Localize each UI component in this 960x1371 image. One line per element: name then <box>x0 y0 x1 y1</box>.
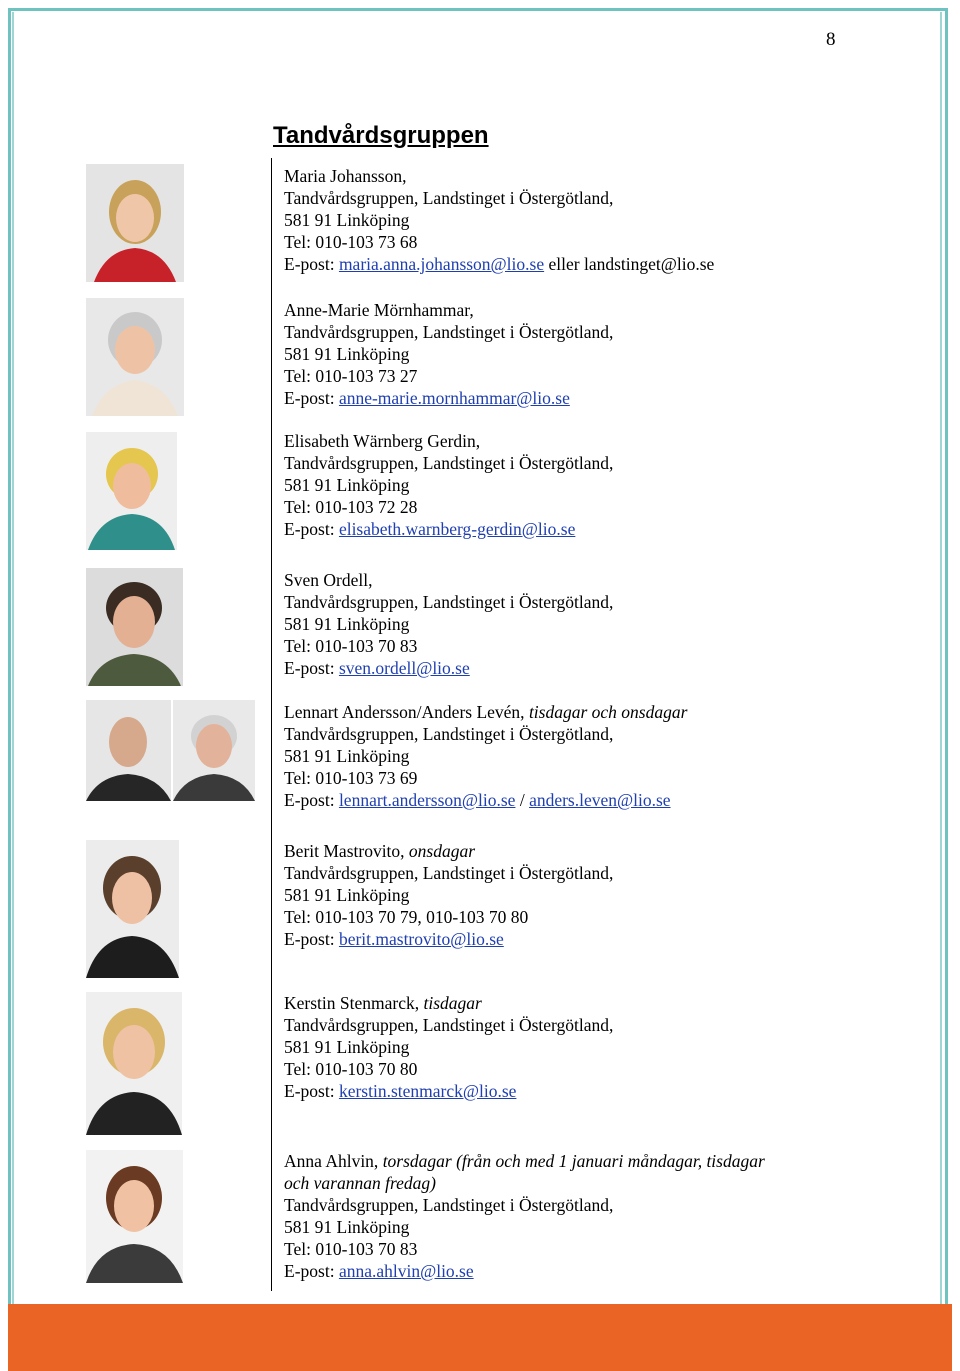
contact-name: Anna Ahlvin, <box>284 1151 383 1171</box>
contact-schedule: tisdagar <box>423 993 482 1013</box>
email-link[interactable]: anna.ahlvin@lio.se <box>338 1261 474 1281</box>
contact-entry <box>284 701 687 811</box>
email-label: E-post: <box>284 929 339 949</box>
email-separator: / <box>515 790 530 810</box>
contact-tel: Tel: 010-103 73 27 <box>284 366 418 386</box>
email-link-secondary[interactable]: anders.leven@lio.se <box>529 790 671 810</box>
contact-name-line <box>284 701 687 723</box>
contact-name: Elisabeth Wärnberg Gerdin, <box>284 431 481 451</box>
contact-org: Tandvårdsgruppen, Landstinget i Östergötland, <box>284 322 614 342</box>
contact-entry <box>284 992 613 1102</box>
email-label: E-post: <box>284 658 339 678</box>
contact-entry <box>284 840 613 950</box>
email-label: E-post: <box>284 790 339 810</box>
contact-city: 581 91 Linköping <box>284 1217 410 1237</box>
contact-email-line <box>284 518 613 540</box>
email-link[interactable]: maria.anna.johansson@lio.se <box>338 254 545 274</box>
contact-tel: Tel: 010-103 70 83 <box>284 636 418 656</box>
contact-name: Berit Mastrovito, <box>284 841 409 861</box>
contact-city: 581 91 Linköping <box>284 746 410 766</box>
contact-city: 581 91 Linköping <box>284 210 410 230</box>
contact-name-line <box>284 1150 765 1172</box>
contact-email-line <box>284 253 714 275</box>
email-label: E-post: <box>284 254 339 274</box>
contact-email-line <box>284 657 613 679</box>
contact-city: 581 91 Linköping <box>284 1037 410 1057</box>
contact-city: 581 91 Linköping <box>284 344 410 364</box>
email-secondary: landstinget@lio.se <box>583 254 715 274</box>
contact-org: Tandvårdsgruppen, Landstinget i Östergötland, <box>284 1015 614 1035</box>
contact-schedule-continued <box>284 1172 765 1194</box>
contact-name: Kerstin Stenmarck, <box>284 993 424 1013</box>
email-label: E-post: <box>284 1081 339 1101</box>
vertical-divider <box>271 158 272 1291</box>
section-heading: Tandvårdsgruppen <box>273 122 489 149</box>
portrait-photo <box>86 164 184 282</box>
email-label: E-post: <box>284 519 339 539</box>
contact-tel: Tel: 010-103 70 80 <box>284 1059 418 1079</box>
email-link[interactable]: kerstin.stenmarck@lio.se <box>338 1081 517 1101</box>
contact-city: 581 91 Linköping <box>284 475 410 495</box>
email-link[interactable]: sven.ordell@lio.se <box>338 658 470 678</box>
contact-entry <box>284 569 613 679</box>
portrait-photo <box>86 298 184 416</box>
contact-email-line <box>284 387 613 409</box>
footer-bar <box>8 1304 952 1371</box>
contact-org: Tandvårdsgruppen, Landstinget i Östergötland, <box>284 863 614 883</box>
email-link[interactable]: berit.mastrovito@lio.se <box>338 929 504 949</box>
email-separator: eller <box>544 254 584 274</box>
contact-name-line <box>284 840 613 862</box>
contact-name: Anne-Marie Mörnhammar, <box>284 300 474 320</box>
contact-city: 581 91 Linköping <box>284 614 410 634</box>
contact-name: Sven Ordell, <box>284 570 373 590</box>
contact-tel: Tel: 010-103 73 68 <box>284 232 418 252</box>
contact-name-line <box>284 992 613 1014</box>
contact-name: Lennart Andersson/Anders Levén, <box>284 702 529 722</box>
contact-schedule-2: och varannan fredag) <box>284 1173 436 1193</box>
contact-email-line <box>284 789 687 811</box>
portrait-photo <box>86 1150 183 1283</box>
portrait-photo <box>86 840 179 978</box>
contact-tel: Tel: 010-103 70 83 <box>284 1239 418 1259</box>
page-number: 8 <box>826 29 836 50</box>
contact-email-line <box>284 1260 765 1282</box>
contact-email-line <box>284 1080 613 1102</box>
email-label: E-post: <box>284 1261 339 1281</box>
portrait-photo <box>86 700 171 801</box>
contact-tel: Tel: 010-103 70 79, 010-103 70 80 <box>284 907 529 927</box>
contact-org: Tandvårdsgruppen, Landstinget i Östergötland, <box>284 453 614 473</box>
portrait-photo <box>86 568 183 686</box>
contact-org: Tandvårdsgruppen, Landstinget i Östergötland, <box>284 188 614 208</box>
contact-tel: Tel: 010-103 73 69 <box>284 768 418 788</box>
contact-entry <box>284 1150 765 1282</box>
portrait-photo <box>173 700 255 801</box>
portrait-photo <box>86 992 182 1135</box>
contact-org: Tandvårdsgruppen, Landstinget i Östergötland, <box>284 1195 614 1215</box>
contact-tel: Tel: 010-103 72 28 <box>284 497 418 517</box>
email-label: E-post: <box>284 388 339 408</box>
contact-name: Maria Johansson, <box>284 166 407 186</box>
contact-schedule: onsdagar <box>408 841 476 861</box>
contact-city: 581 91 Linköping <box>284 885 410 905</box>
contact-entry <box>284 299 613 409</box>
contact-entry <box>284 165 714 275</box>
contact-org: Tandvårdsgruppen, Landstinget i Östergötland, <box>284 724 614 744</box>
email-link[interactable]: lennart.andersson@lio.se <box>338 790 516 810</box>
contact-schedule: tisdagar och onsdagar <box>528 702 688 722</box>
email-link[interactable]: anne-marie.mornhammar@lio.se <box>338 388 570 408</box>
contact-entry <box>284 430 613 540</box>
portrait-photo <box>86 432 177 550</box>
contact-schedule: torsdagar (från och med 1 januari måndagar, tisdagar <box>382 1151 765 1171</box>
contact-email-line <box>284 928 613 950</box>
contact-org: Tandvårdsgruppen, Landstinget i Östergötland, <box>284 592 614 612</box>
email-link[interactable]: elisabeth.warnberg-gerdin@lio.se <box>338 519 576 539</box>
